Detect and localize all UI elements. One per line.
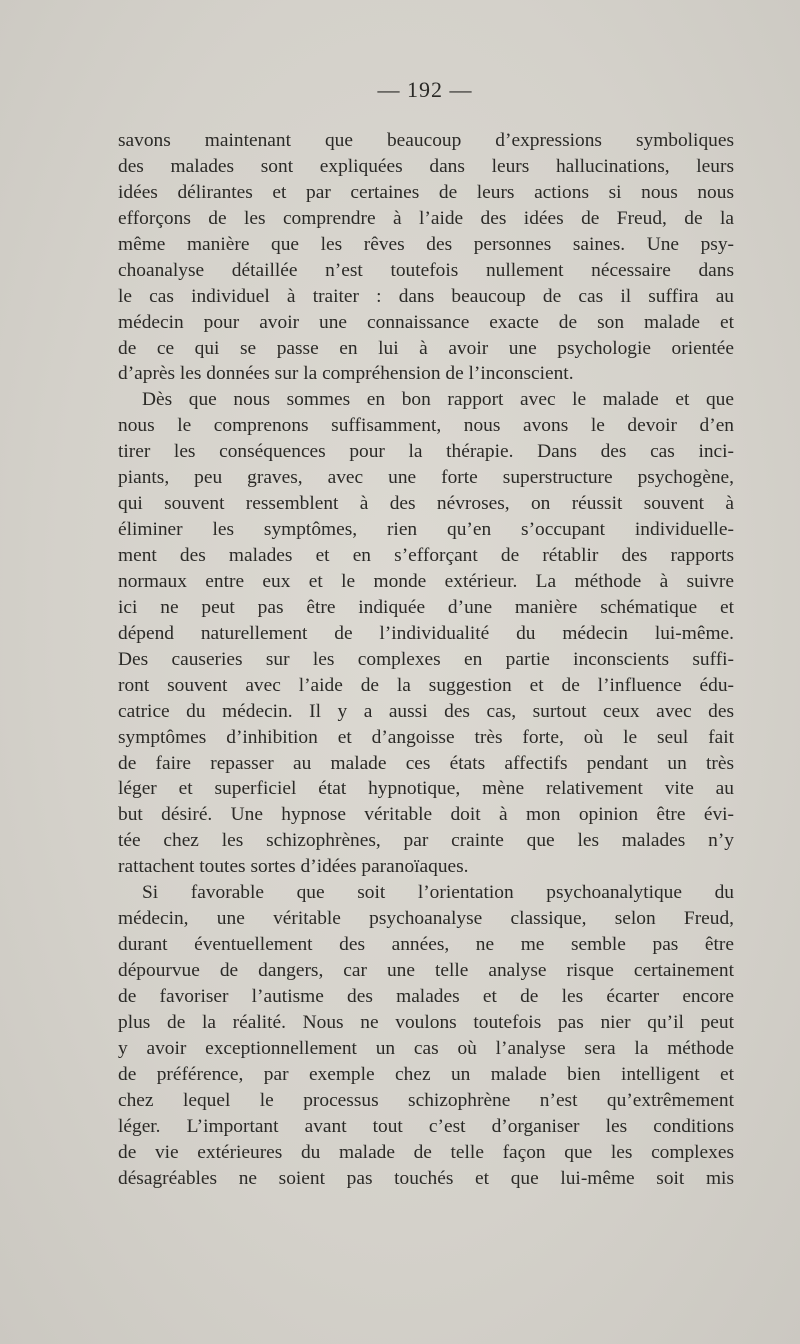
text-line: piants, peu graves, avec une forte superstructure psychogène, [118,467,734,489]
text-line: de favoriser l’autisme des malades et de les écarter encore [118,985,734,1007]
text-line: idées délirantes et par certaines de leurs actions si nous nous [118,181,734,203]
text-line: de ce qui se passe en lui à avoir une psychologie orientée [118,337,734,359]
text-line: même manière que les rêves des personnes saines. Une psy- [118,233,734,255]
text-line: dépourvue de dangers, car une telle analyse risque certainement [118,960,734,981]
text-line: tée chez les schizophrènes, par crainte que les malades n’y [118,830,734,852]
text-line: ici ne peut pas être indiquée d’une manière schématique et [118,596,734,618]
text-line: de vie extérieures du malade de telle façon que les complexes [118,1141,734,1163]
text-line: y avoir exceptionnellement un cas où l’analyse sera la méthode [118,1037,734,1059]
text-line: désagréables ne soient pas touchés et que lui-même soit mis [118,1167,734,1189]
text-line: but désiré. Une hypnose véritable doit à mon opinion être évi- [118,804,734,826]
text-line: Dès que nous sommes en bon rapport avec le malade et que [142,389,734,411]
text-line: des malades sont expliquées dans leurs hallucinations, leurs [118,155,734,177]
text-line: de faire repasser au malade ces états affectifs pendant un très [118,752,734,774]
text-line: médecin pour avoir une connaissance exacte de son malade et [118,311,734,333]
text-line: plus de la réalité. Nous ne voulons toutefois pas nier qu’il peut [118,1011,734,1033]
text-line: savons maintenant que beaucoup d’expressions symboliques [118,130,734,151]
text-line: éliminer les symptômes, rien qu’en s’occupant individuelle- [118,519,734,541]
page-number: — 192 — [377,77,473,102]
text-line: ront souvent avec l’aide de la suggestion et de l’influence édu- [118,674,734,696]
text-line: qui souvent ressemblent à des névroses, on réussit souvent à [118,493,734,515]
text-line: d’après les données sur la compréhension de l’inconscient. [118,363,574,385]
text-line: de préférence, par exemple chez un malade bien intelligent et [118,1063,734,1085]
text-line: choanalyse détaillée n’est toutefois nullement nécessaire dans [118,259,734,281]
text-line: dépend naturellement de l’individualité du médecin lui-même. [118,622,734,644]
text-line: catrice du médecin. Il y a aussi des cas, surtout ceux avec des [118,700,734,722]
body-text [118,128,734,1191]
text-line: ment des malades et en s’efforçant de rétablir des rapports [118,545,734,566]
text-line: Des causeries sur les complexes en partie inconscients suffi- [118,648,734,670]
text-line: durant éventuellement des années, ne me semble pas être [118,934,734,956]
text-line: médecin, une véritable psychoanalyse classique, selon Freud, [118,908,734,930]
text-line: tirer les conséquences pour la thérapie. Dans des cas inci- [118,441,734,463]
text-line: efforçons de les comprendre à l’aide des idées de Freud, de la [118,207,734,229]
text-line: nous le comprenons suffisamment, nous avons le devoir d’en [118,415,734,437]
text-line: normaux entre eux et le monde extérieur. La méthode à suivre [118,570,734,592]
text-line: le cas individuel à traiter : dans beaucoup de cas il suffira au [118,285,734,307]
text-line: Si favorable que soit l’orientation psychoanalytique du [142,882,734,904]
text-line: symptômes d’inhibition et d’angoisse très forte, où le seul fait [118,726,734,748]
text-line: léger et superficiel état hypnotique, mène relativement vite au [118,778,734,800]
text-line: chez lequel le processus schizophrène n’est qu’extrêmement [118,1089,734,1111]
text-line: léger. L’important avant tout c’est d’organiser les conditions [118,1115,734,1137]
text-line: rattachent toutes sortes d’idées paranoïaques. [118,856,469,878]
